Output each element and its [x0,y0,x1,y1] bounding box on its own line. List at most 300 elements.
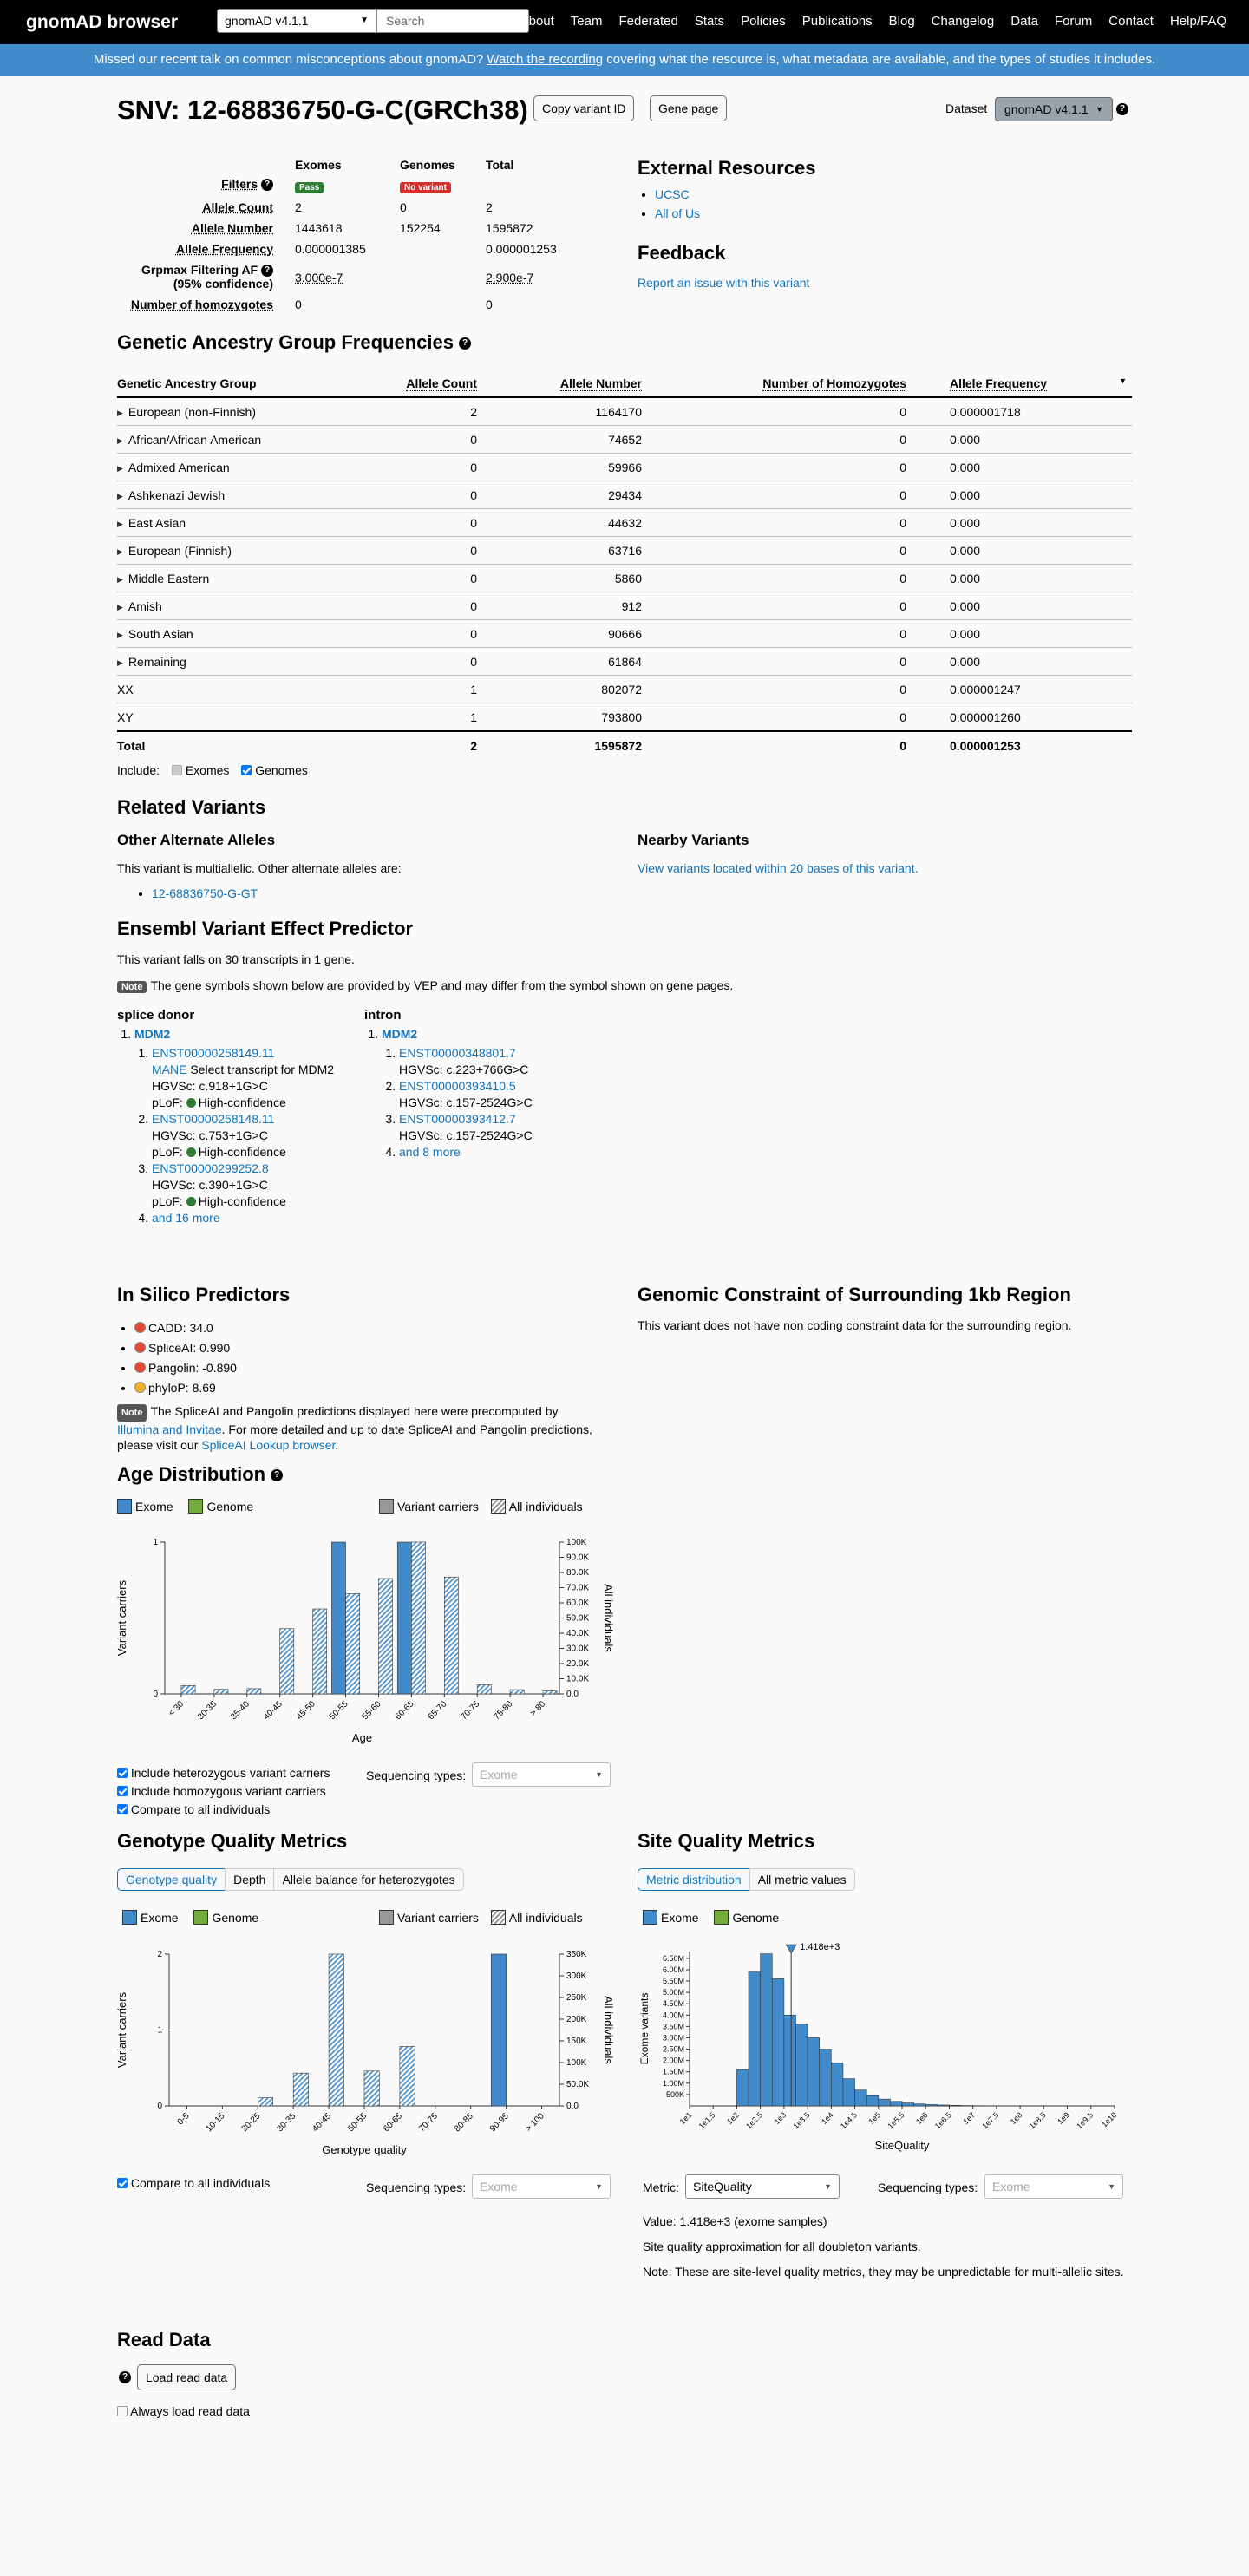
load-read-data-button[interactable]: Load read data [137,2364,236,2390]
x-tick-label: > 100 [523,2111,546,2135]
homozygotes-total: 0 [486,297,493,311]
legend-all-swatch [491,1499,506,1514]
more-transcripts-link[interactable]: and 16 more [152,1211,220,1225]
grpmax-label-line1: Grpmax Filtering AF [141,263,258,277]
legend-exome: Exome [661,1911,699,1925]
ancestry-row [117,537,1132,565]
y-tick-label: 2.50M [662,2044,684,2054]
x-tick-label: 1e5 [866,2110,883,2127]
tab-metric-distribution[interactable]: Metric distribution [638,1868,750,1891]
help-icon[interactable]: ? [459,337,471,350]
read-data-title: Read Data [117,2329,211,2350]
transcript-link[interactable]: ENST00000348801.7 [399,1046,516,1060]
col-group-label: Genetic Ancestry Group [117,376,257,390]
ancestry-ac-cell: 1 [386,676,477,703]
more-transcripts-item [152,1210,369,1226]
vep-note [117,978,733,993]
y2-tick-label: 90.0K [566,1553,590,1563]
more-transcripts-item [399,1144,624,1161]
ancestry-an-cell: 29434 [477,481,642,509]
all-individuals-bar [293,2073,308,2106]
dataset-select[interactable] [217,9,376,33]
nav-link[interactable]: Data [1010,14,1038,29]
all-of-us-link[interactable]: All of Us [655,206,701,220]
external-resources-title: External Resources [638,157,816,179]
y2-tick-label: 0.0 [566,1690,579,1699]
y2-tick-label: 100K [566,1538,587,1547]
x-tick-label: 1e9.5 [1075,2110,1095,2131]
ancestry-group-cell[interactable] [117,537,386,565]
expand-triangle-icon[interactable]: ▶ [117,491,123,500]
help-icon[interactable]: ? [1116,103,1128,115]
all-individuals-bar [477,1685,491,1695]
gq-chart [117,1939,620,2168]
sq-metric-label: Metric: [643,2180,679,2194]
total-hom: 0 [642,731,906,759]
hgvsc: HGVSc: c.157-2524G>C [399,1128,533,1142]
mane-link[interactable]: MANE [152,1062,187,1076]
transcript-item [399,1111,624,1144]
y2-tick-label: 10.0K [566,1674,590,1684]
het-checkbox[interactable] [117,1768,128,1778]
search-input[interactable]: Search [376,9,529,33]
expand-triangle-icon[interactable]: ▶ [117,546,123,556]
sq-seq-label: Sequencing types: [878,2180,978,2194]
x-tick-label: 20-25 [239,2111,263,2135]
sq-metric-value: SiteQuality [693,2180,752,2194]
y2-tick-label: 20.0K [566,1659,590,1669]
legend-exome-swatch [122,1910,137,1925]
splice-donor-title: splice donor [117,1008,195,1023]
sq-bar [749,1972,761,2106]
x-tick-label: 1e3.5 [791,2110,812,2131]
legend-genome: Genome [206,1500,254,1514]
external-link-item [655,204,700,223]
high-confidence-dot-icon [186,1147,196,1157]
intron-gene-list [364,1026,624,1161]
age-seq-select[interactable] [472,1762,611,1787]
transcript-link[interactable]: ENST00000299252.8 [152,1161,269,1175]
ancestry-af-cell: 0.000001718 [906,397,1132,426]
nav-link[interactable]: Policies [741,14,786,29]
legend-carriers: Variant carriers [397,1911,479,1925]
help-icon[interactable]: ? [119,2371,131,2383]
help-icon[interactable]: ? [261,179,273,191]
nearby-variants-link[interactable]: View variants located within 20 bases of this variant. [638,861,919,875]
nav-link[interactable]: Team [570,14,603,29]
col-allele-count[interactable] [386,369,477,397]
expand-triangle-icon[interactable]: ▶ [117,408,123,417]
insilico-note-text: The SpliceAI and Pangolin predictions displayed here were precomputed by [150,1404,559,1418]
legend-carriers-swatch [379,1910,394,1925]
legend-exome-swatch [643,1910,657,1925]
predictor-dot-icon [134,1342,146,1353]
plof-confidence: High-confidence [198,1145,286,1159]
constraint-text: This variant does not have non coding constraint data for the surrounding region. [638,1318,1072,1332]
ancestry-an-cell: 59966 [477,454,642,481]
include-row [117,763,308,777]
sq-seq-select[interactable] [984,2174,1123,2199]
sq-bar [866,2095,879,2106]
ancestry-row [117,426,1132,454]
col-allele-frequency-label: Allele Frequency [950,376,1048,390]
y-tick-label: 2 [157,1950,162,1959]
report-issue-link[interactable]: Report an issue with this variant [638,276,810,290]
nav-link[interactable]: Forum [1054,14,1093,29]
ancestry-hom-cell: 0 [642,620,906,648]
age-seq-label: Sequencing types: [366,1769,467,1782]
high-confidence-dot-icon [186,1098,196,1108]
all-individuals-bar [400,2046,415,2106]
legend-carriers: Variant carriers [397,1500,479,1514]
legend-genome: Genome [732,1911,780,1925]
note-badge: Note [117,1404,147,1422]
x-tick-label: 1e2 [725,2110,741,2127]
ancestry-header-row [117,369,1132,397]
gq-title: Genotype Quality Metrics [117,1830,348,1852]
insilico-title: In Silico Predictors [117,1284,291,1305]
ancestry-af-cell: 0.000001260 [906,703,1132,732]
ancestry-hom-cell: 0 [642,648,906,676]
sq-bar [855,2090,867,2106]
external-links [638,185,700,223]
gq-seq-select[interactable] [472,2174,611,2199]
include-genomes [241,763,308,777]
gene-item [134,1026,369,1226]
x-tick-label: 50-55 [327,1699,350,1723]
transcript-item [152,1111,369,1161]
expand-triangle-icon[interactable]: ▶ [117,435,123,445]
grpmax-label [141,263,273,291]
x-tick-label: 1e7.5 [980,2110,1001,2131]
ancestry-group-cell[interactable] [117,565,386,592]
y-tick-label: 6.50M [662,1953,684,1963]
col-allele-frequency[interactable] [906,369,1132,397]
plof-label: pLoF: [152,1194,183,1208]
sq-bar [949,2105,961,2106]
tab-depth[interactable]: Depth [225,1868,274,1891]
all-individuals-bar [181,1685,195,1694]
banner-link[interactable]: Watch the recording [487,52,604,67]
x-tick-label: 80-85 [452,2111,475,2135]
chevron-down-icon: ▼ [360,16,369,25]
ancestry-hom-cell: 0 [642,397,906,426]
ancestry-af-cell: 0.000 [906,481,1132,509]
col-allele-number[interactable] [477,369,642,397]
x-tick-label: 0-5 [175,2111,192,2128]
x-tick-label: 65-70 [426,1699,449,1723]
banner-text-2: covering what the resource is, what metadata are available, and the types of studies it includes. [606,52,1156,67]
legend-genome-swatch [193,1910,208,1925]
hom-checkbox[interactable] [117,1786,128,1796]
x-tick-label: 1e1 [677,2110,694,2127]
age-legend-pop [379,1499,583,1514]
spliceai-lookup-link[interactable]: SpliceAI Lookup browser [201,1438,336,1452]
col-allele-number-label: Allele Number [559,376,642,390]
sq-bar [890,2102,902,2106]
insilico-note-text-2: . For more detailed and up to date SpliceAI and Pangolin predictions, [221,1422,592,1436]
all-individuals-bar [378,1579,392,1694]
y2-axis-label: All individuals [602,1584,615,1652]
ancestry-an-cell: 912 [477,592,642,620]
ancestry-ac-cell: 0 [386,454,477,481]
col-group[interactable] [117,369,386,397]
ancestry-af-cell: 0.000 [906,648,1132,676]
age-chart [117,1527,620,1756]
count-exomes: 1443618 [295,221,343,235]
ancestry-title-text: Genetic Ancestry Group Frequencies [117,331,454,353]
legend-all: All individuals [508,1911,583,1925]
ancestry-an-cell: 44632 [477,509,642,537]
y2-tick-label: 250K [566,1993,587,2003]
col-homozygotes[interactable] [642,369,906,397]
other-allele-link[interactable]: 12-68836750-G-GT [152,886,258,900]
all-individuals-bar [411,1542,425,1694]
predictor-item [134,1358,237,1378]
x-tick-label: 1e6 [913,2110,930,2127]
marker-label: 1.418e+3 [800,1942,840,1952]
check-het-label: Include heterozygous variant carriers [130,1766,330,1780]
expand-triangle-icon[interactable]: ▶ [117,519,123,528]
gene-item [382,1026,624,1161]
chevron-down-icon: ▼ [824,2182,832,2191]
y2-axis-label: All individuals [602,1996,615,2064]
x-tick-label: 1e8 [1008,2110,1024,2127]
legend-all-swatch [491,1910,506,1925]
illumina-link[interactable]: Illumina and Invitae [117,1422,222,1436]
gq-legend-pop [379,1910,583,1925]
x-tick-label: 70-75 [417,2111,440,2135]
expand-triangle-icon[interactable]: ▶ [117,463,123,473]
ancestry-group-cell[interactable] [117,426,386,454]
help-icon[interactable]: ? [271,1469,283,1481]
legend-all: All individuals [508,1500,583,1514]
compare-checkbox[interactable] [117,1804,128,1814]
ancestry-group-cell[interactable] [117,592,386,620]
nav-link[interactable]: Help/FAQ [1169,14,1226,29]
related-variants-title: Related Variants [117,796,266,818]
check-compare [117,1801,330,1819]
main-nav [520,14,1226,29]
ancestry-an-cell: 5860 [477,565,642,592]
all-individuals-bar [444,1577,458,1694]
ancestry-group-cell[interactable] [117,397,386,426]
sq-bar [772,1978,784,2106]
x-tick-label: 70-75 [459,1699,482,1723]
nav-link[interactable]: Blog [888,14,915,29]
ancestry-an-cell: 74652 [477,426,642,454]
y-axis-label: Exome variants [638,1992,651,2065]
all-individuals-bar [543,1691,557,1695]
nav-link[interactable]: Federated [618,14,678,29]
nav-link[interactable]: Stats [694,14,725,29]
genomes-checkbox[interactable] [241,765,252,775]
ancestry-group: Middle Eastern [128,571,210,585]
ancestry-group-cell[interactable] [117,454,386,481]
transcript-link[interactable]: ENST00000393412.7 [399,1112,516,1126]
carrier-bar [491,1954,506,2106]
gene-page-button[interactable]: Gene page [650,95,727,121]
transcript-link[interactable]: ENST00000258148.11 [152,1112,275,1126]
sq-bar [843,2079,855,2106]
intron-transcript-list [382,1045,624,1161]
x-tick-label: 60-65 [393,1699,416,1723]
mane-text: Select transcript for MDM2 [186,1062,335,1076]
total-group: Total [117,731,386,759]
other-allele-item [152,886,258,900]
hgvsc: HGVSc: c.223+766G>C [399,1062,529,1076]
y-tick-label: 500K [665,2089,684,2099]
ancestry-group-cell[interactable] [117,481,386,509]
hgvsc: HGVSc: c.157-2524G>C [399,1095,533,1109]
gene-link[interactable]: MDM2 [382,1027,418,1041]
ancestry-row [117,620,1132,648]
y-tick-label: 3.50M [662,2022,684,2031]
include-exomes [172,763,229,777]
exomes-checkbox[interactable] [172,765,182,775]
transcript-link[interactable]: ENST00000393410.5 [399,1079,516,1093]
total-ac: 2 [386,731,477,759]
ancestry-an-cell: 793800 [477,703,642,732]
high-confidence-dot-icon [186,1197,196,1206]
carrier-bar [397,1542,411,1694]
sq-bar [925,2104,938,2106]
y-tick-label: 6.00M [662,1965,684,1974]
y2-tick-label: 80.0K [566,1568,590,1578]
x-tick-label: 1e2.5 [744,2110,765,2131]
ancestry-af-cell: 0.000 [906,537,1132,565]
sq-bar [808,2037,820,2106]
ancestry-group-cell[interactable] [117,509,386,537]
age-legend-type [117,1499,253,1514]
insilico-list [117,1318,237,1398]
transcript-item [399,1045,624,1078]
nav-link[interactable]: Changelog [931,14,995,29]
expand-triangle-icon[interactable]: ▶ [117,602,123,611]
ancestry-group: XY [117,709,134,724]
tab-allele-balance[interactable]: Allele balance for heterozygotes [273,1868,463,1891]
splice-donor-section [117,1008,369,1226]
legend-carriers-swatch [379,1499,394,1514]
check-compare-label: Compare to all individuals [130,1802,271,1816]
all-individuals-bar [247,1689,261,1694]
sq-bar [761,1954,773,2106]
ancestry-an-cell: 1164170 [477,397,642,426]
y2-tick-label: 150K [566,2037,587,2046]
ancestry-hom-cell: 0 [642,565,906,592]
gene-link[interactable]: MDM2 [134,1027,171,1041]
y-tick-label: 3.00M [662,2033,684,2043]
more-transcripts-link[interactable]: and 8 more [399,1145,461,1159]
y2-tick-label: 100K [566,2058,587,2068]
col-homozygotes-label: Number of Homozygotes [762,376,906,390]
plof-confidence: High-confidence [198,1194,286,1208]
ancestry-hom-cell: 0 [642,703,906,732]
vep-note-text: The gene symbols shown below are provided by VEP and may differ from the symbol shown on gene pages. [150,978,734,992]
y-tick-label: 0 [153,1690,158,1699]
gq-check-label: Compare to all individuals [130,2176,271,2190]
ancestry-group-cell[interactable] [117,620,386,648]
sq-metric-select[interactable] [685,2174,840,2199]
ancestry-group: East Asian [128,515,186,530]
note-badge: Note [117,981,147,993]
x-tick-label: 1e3 [772,2110,788,2127]
feedback-title: Feedback [638,242,726,264]
y-tick-label: 1 [153,1538,158,1547]
expand-triangle-icon[interactable]: ▶ [117,630,123,639]
ancestry-group: European (Finnish) [128,543,232,558]
ancestry-group: South Asian [128,626,193,641]
splice-gene-list [117,1026,369,1226]
ancestry-af-cell: 0.000001247 [906,676,1132,703]
ancestry-ac-cell: 0 [386,509,477,537]
hgvsc: HGVSc: c.390+1G>C [152,1178,268,1192]
sq-desc: Site quality approximation for all doubleton variants. [643,2239,921,2253]
plof-confidence: High-confidence [198,1095,286,1109]
dataset-dropdown[interactable] [995,97,1113,121]
copy-variant-id-button[interactable]: Copy variant ID [533,95,634,121]
always-load-row [117,2404,250,2418]
nav-link[interactable]: Publications [801,14,873,29]
plof-label: pLoF: [152,1095,183,1109]
ancestry-an-cell: 61864 [477,648,642,676]
tab-genotype-quality[interactable]: Genotype quality [117,1868,226,1891]
logo[interactable]: gnomAD browser [26,12,179,32]
include-label: Include: [117,763,160,777]
sq-title: Site Quality Metrics [638,1830,815,1852]
include-genomes-label: Genomes [255,763,308,777]
total-af: 0.000001253 [906,731,1132,759]
legend-genome-swatch [714,1910,729,1925]
gq-compare-checkbox[interactable] [117,2178,128,2188]
ancestry-ac-cell: 1 [386,703,477,732]
age-checks [117,1764,330,1819]
nav-link[interactable]: Contact [1108,14,1154,29]
grpmax-exomes: 3.000e-7 [295,271,343,284]
y2-tick-label: 70.0K [566,1583,590,1593]
ancestry-group-cell [117,676,386,703]
x-axis-label: Age [351,1731,373,1744]
help-icon[interactable]: ? [261,265,273,277]
expand-triangle-icon[interactable]: ▶ [117,574,123,584]
y-axis-label: Variant carriers [115,1579,128,1657]
transcript-link[interactable]: ENST00000258149.11 [152,1046,275,1060]
ancestry-group-cell[interactable] [117,648,386,676]
x-tick-label: 30-35 [275,2111,298,2135]
x-tick-label: 1e5.5 [886,2110,906,2131]
expand-triangle-icon[interactable]: ▶ [117,657,123,667]
ucsc-link[interactable]: UCSC [655,187,690,201]
check-het [117,1764,330,1782]
sq-seq-value: Exome [992,2180,1030,2194]
grpmax-label-line2: (95% confidence) [173,277,273,291]
ancestry-row [117,565,1132,592]
ancestry-row [117,454,1132,481]
hgvsc: HGVSc: c.918+1G>C [152,1079,268,1093]
ancestry-af-cell: 0.000 [906,592,1132,620]
hgvsc: HGVSc: c.753+1G>C [152,1128,268,1142]
nav-link[interactable]: About [520,14,554,29]
count-genomes: 152254 [400,221,441,235]
x-tick-label: 90-95 [487,2111,511,2135]
col-allele-count-label: Allele Count [406,376,477,390]
x-tick-label: 1e8.5 [1027,2110,1048,2131]
x-tick-label: < 30 [167,1699,186,1719]
always-load-checkbox[interactable] [117,2406,128,2416]
age-seq-value: Exome [480,1768,518,1782]
tab-all-metric-values[interactable]: All metric values [749,1868,855,1891]
banner-text: Missed our recent talk on common misconceptions about gnomAD? [93,52,484,67]
